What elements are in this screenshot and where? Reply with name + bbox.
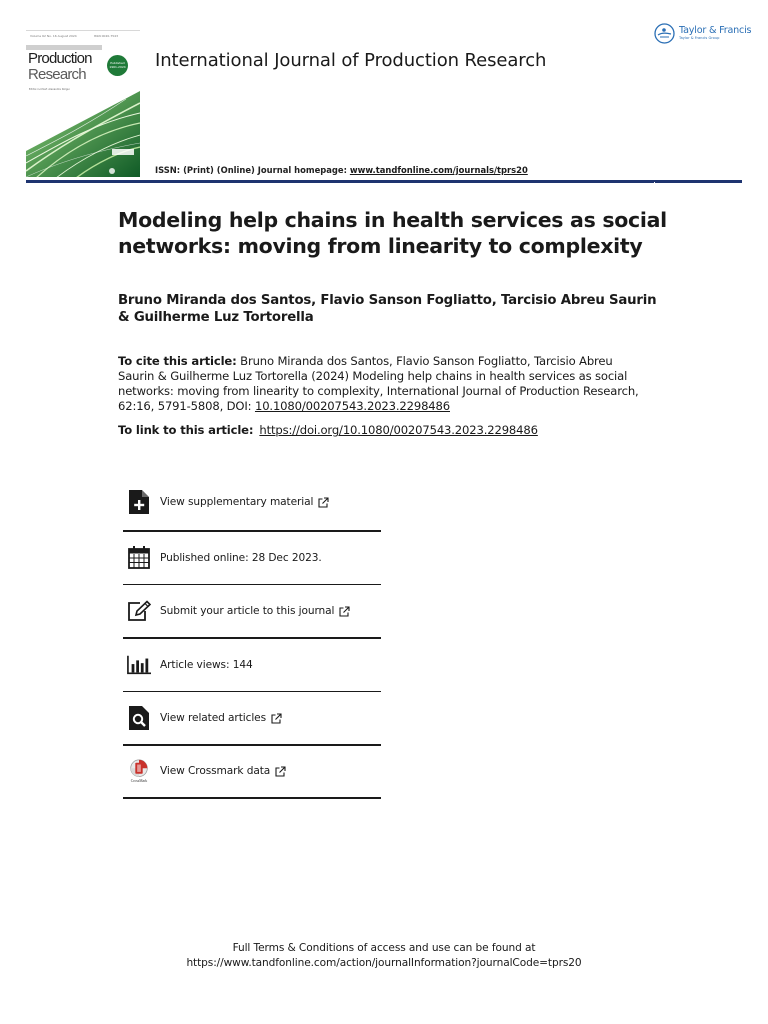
article-actions-list <box>123 474 381 799</box>
view-supplementary-material[interactable] <box>123 474 381 530</box>
publisher-name: Taylor & Francis <box>679 25 752 37</box>
cite-label: To cite this article: <box>118 354 237 368</box>
cover-issn: ISSN 0020-7543 <box>93 34 118 38</box>
cover-title-line2: Research <box>28 66 86 83</box>
action-label: View Crossmark data <box>160 765 286 777</box>
cover-badge: Published 1961-2024 <box>107 55 128 76</box>
edit-icon <box>127 599 151 623</box>
bar-chart-icon <box>127 653 151 677</box>
crossmark-caption: CrossMark <box>130 779 148 784</box>
doi-link[interactable]: 10.1080/00207543.2023.2298486 <box>254 399 450 413</box>
submit-article-link[interactable] <box>123 585 381 637</box>
article-title: Modeling help chains in health services as social networks: moving from linearity to complexity <box>118 208 667 258</box>
article-link-line <box>118 423 538 438</box>
action-label: Published online: 28 Dec 2023. <box>160 551 322 564</box>
issn-line <box>155 165 528 175</box>
crossmark-icon <box>127 759 151 783</box>
citation-block <box>118 354 648 414</box>
journal-homepage-link[interactable]: www.tandfonline.com/journals/tprs20 <box>349 165 528 175</box>
action-label: Article views: 144 <box>160 658 253 671</box>
terms-footer <box>0 941 768 971</box>
cover-title-line1: Production <box>28 50 92 67</box>
article-doi-url[interactable]: https://doi.org/10.1080/00207543.2023.2298486 <box>259 423 538 437</box>
external-link-icon <box>339 606 350 617</box>
taylor-francis-logo-icon <box>654 23 675 44</box>
cite-text: Bruno Miranda dos Santos, Flavio Sanson Fogliatto, Tarcisio Abreu Saurin & Guilherme Luz Tortorella (2024) Modeling help chains in health services as social networks: moving from linearity to complexity, International Journal of Production Research, 62:16, 5791-5808, DOI: <box>118 354 639 413</box>
journal-title: International Journal of Production Research <box>155 50 547 71</box>
terms-url[interactable]: https://www.tandfonline.com/action/journalInformation?journalCode=tprs20 <box>186 957 582 969</box>
external-link-icon <box>271 713 282 724</box>
view-related-articles[interactable] <box>123 692 381 744</box>
action-list-bottom-rule <box>123 797 381 799</box>
link-label: To link to this article: <box>118 423 254 437</box>
header-divider-tick <box>654 182 655 185</box>
calendar-icon <box>127 546 151 570</box>
action-label: Submit your article to this journal <box>160 605 350 617</box>
cover-editors: Editor-in-Chief: Alexandre Dolgui <box>29 88 70 91</box>
publisher-group: Taylor & Francis Group <box>679 36 720 40</box>
header-divider <box>26 180 742 183</box>
action-label: View related articles <box>160 712 282 724</box>
external-link-icon <box>275 766 286 777</box>
action-label: View supplementary material <box>160 496 329 508</box>
add-file-icon <box>127 490 151 514</box>
issn-text: ISSN: (Print) (Online) Journal homepage: <box>155 165 350 175</box>
search-document-icon <box>127 706 151 730</box>
publisher-logo[interactable] <box>654 23 751 44</box>
external-link-icon <box>318 497 329 508</box>
published-online-info <box>123 532 381 584</box>
terms-line: Full Terms & Conditions of access and use can be found at <box>232 942 536 954</box>
view-crossmark-data[interactable] <box>123 746 381 797</box>
cover-volume: Volume 62 No. 16 August 2024 <box>30 34 77 38</box>
journal-cover-image <box>26 30 140 177</box>
article-authors: Bruno Miranda dos Santos, Flavio Sanson Fogliatto, Tarcisio Abreu Saurin & Guilherme Luz Tortorella <box>118 293 657 325</box>
article-views-info <box>123 639 381 691</box>
